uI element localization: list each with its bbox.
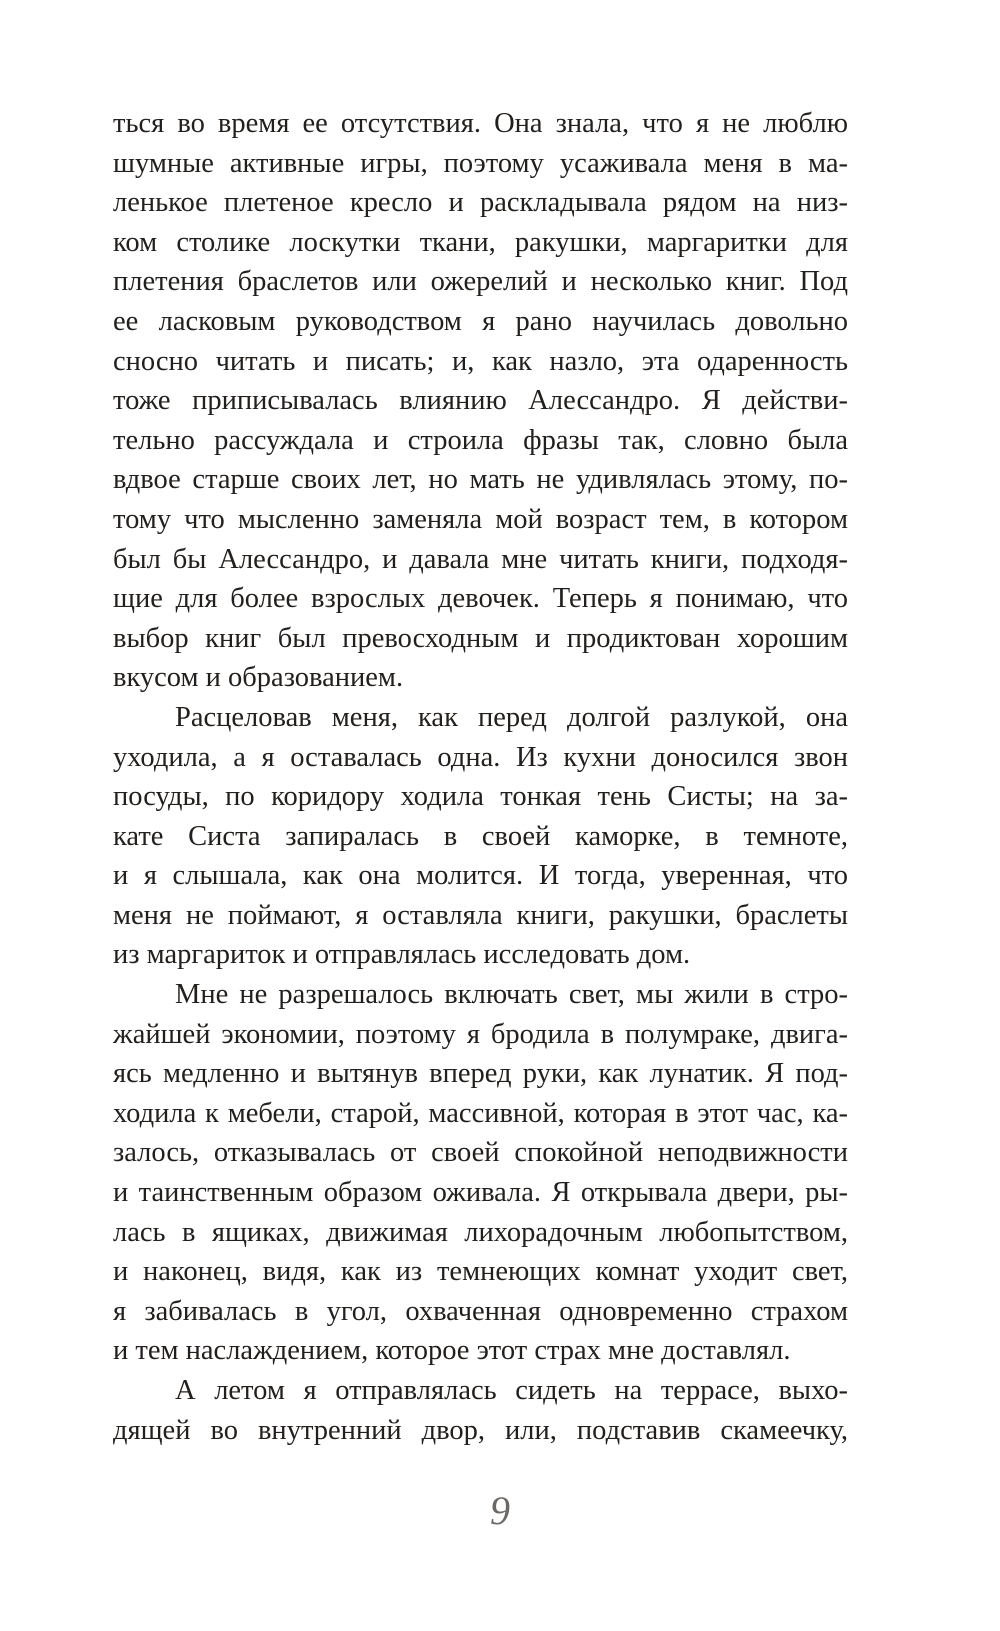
text-line: меня не поймают, я оставляла книги, ракушки, браслеты [113,899,848,931]
text-line: ясь медленно и вытянув вперед руки, как лунатик. Я под- [113,1058,848,1090]
paragraph-end-line: вкусом и образованием. [113,662,404,694]
text-line: ходила к мебели, старой, массивной, которая в этот час, ка- [113,1097,848,1129]
text-line: и наконец, видя, как из темнеющих комнат уходит свет, [113,1256,848,1288]
text-line: был бы Алессандро, и давала мне читать книги, подходя- [113,543,848,575]
text-line: дящей во внутренний двор, или, подставив скамеечку, [113,1414,848,1446]
text-line: и я слышала, как она молится. И тогда, уверенная, что [113,860,848,892]
text-line: посуды, по коридору ходила тонкая тень Систы; на за- [113,781,848,813]
paragraph-first-line: Мне не разрешалось включать свет, мы жили в стро- [175,979,848,1011]
page-number: 9 [490,1488,510,1533]
paragraph-end-line: и тем наслаждением, которое этот страх мне доставлял. [113,1335,791,1367]
text-line: щие для более взрослых девочек. Теперь я понимаю, что [113,583,848,615]
text-line: тому что мысленно заменяла мой возраст тем, в котором [113,503,848,535]
text-line: плетения браслетов или ожерелий и несколько книг. Под [113,266,848,298]
text-line: уходила, а я оставалась одна. Из кухни доносился звон [113,741,848,773]
text-line: вдвое старше своих лет, но мать не удивлялась этому, по- [113,464,848,496]
text-line: жайшей экономии, поэтому я бродила в полумраке, двига- [113,1018,848,1050]
text-line: лась в ящиках, движимая лихорадочным любопытством, [113,1216,848,1248]
text-line: ленькое плетеное кресло и раскладывала рядом на низ- [113,187,848,219]
paragraph-first-line: Расцеловав меня, как перед долгой разлукой, она [175,701,848,733]
text-line: шумные активные игры, поэтому усаживала меня в ма- [113,147,848,179]
text-line: ться во время ее отсутствия. Она знала, что я не люблю [113,108,848,139]
text-line: тоже приписывалась влиянию Алессандро. Я действи- [113,385,848,417]
paragraph-end-line: из маргариток и отправлялась исследовать дом. [113,939,691,971]
text-line: выбор книг был превосходным и продиктован хорошим [113,622,848,654]
paragraph-first-line: А летом я отправлялась сидеть на террасе, выхо- [175,1375,848,1406]
text-line: я забивалась в угол, охваченная одновременно страхом [113,1295,848,1327]
text-line: тельно рассуждала и строила фразы так, словно была [113,424,848,456]
text-line: ее ласковым руководством я рано научилась довольно [113,305,848,337]
text-line: кате Систа запиралась в своей каморке, в темноте, [113,820,848,852]
text-line: сносно читать и писать; и, как назло, эта одаренность [113,345,848,377]
text-line: ком столике лоскутки ткани, ракушки, маргаритки для [113,226,848,258]
text-line: и таинственным образом оживала. Я открывала двери, ры- [113,1177,848,1209]
body-text [113,104,848,1450]
text-line: залось, отказывалась от своей спокойной неподвижности [113,1137,848,1169]
